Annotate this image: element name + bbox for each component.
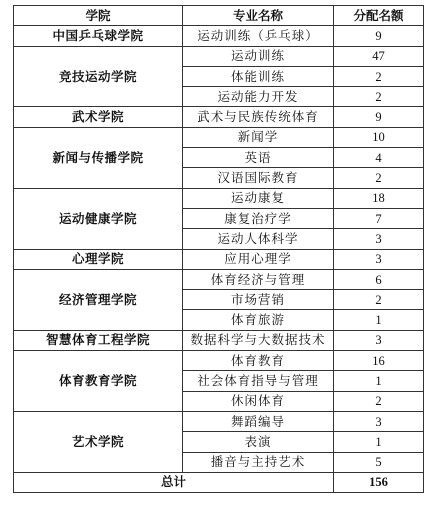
major-cell: 运动训练 [183, 46, 334, 66]
major-cell: 数据科学与大数据技术 [183, 330, 334, 350]
quota-cell: 1 [334, 310, 424, 330]
college-cell: 经济管理学院 [14, 269, 183, 330]
college-cell: 心理学院 [14, 249, 183, 269]
quota-cell: 10 [334, 127, 424, 147]
major-cell: 运动人体科学 [183, 229, 334, 249]
college-cell: 中国乒乓球学院 [14, 26, 183, 46]
table-row [14, 127, 424, 147]
quota-cell: 9 [334, 107, 424, 127]
major-cell: 体育教育 [183, 351, 334, 371]
total-row [14, 472, 424, 492]
quota-cell: 3 [334, 249, 424, 269]
major-cell: 舞蹈编导 [183, 411, 334, 431]
major-cell: 休闲体育 [183, 391, 334, 411]
major-cell: 汉语国际教育 [183, 168, 334, 188]
quota-cell: 47 [334, 46, 424, 66]
quota-cell: 6 [334, 269, 424, 289]
major-cell: 运动康复 [183, 188, 334, 208]
quota-cell: 1 [334, 432, 424, 452]
major-cell: 市场营销 [183, 290, 334, 310]
college-cell: 武术学院 [14, 107, 183, 127]
major-cell: 运动能力开发 [183, 87, 334, 107]
table-row [14, 249, 424, 269]
college-cell: 新闻与传播学院 [14, 127, 183, 188]
major-cell: 新闻学 [183, 127, 334, 147]
table-row [14, 351, 424, 371]
college-cell: 艺术学院 [14, 411, 183, 472]
quota-cell: 4 [334, 148, 424, 168]
header-college: 学院 [14, 6, 183, 26]
quota-cell: 18 [334, 188, 424, 208]
college-cell: 运动健康学院 [14, 188, 183, 249]
college-cell: 智慧体育工程学院 [14, 330, 183, 350]
quota-cell: 7 [334, 208, 424, 228]
major-cell: 体育旅游 [183, 310, 334, 330]
major-cell: 播音与主持艺术 [183, 452, 334, 472]
quota-cell: 2 [334, 87, 424, 107]
major-cell: 社会体育指导与管理 [183, 371, 334, 391]
quota-cell: 3 [334, 229, 424, 249]
table-row [14, 107, 424, 127]
total-label: 总计 [14, 472, 334, 492]
college-cell: 体育教育学院 [14, 351, 183, 412]
table-row [14, 411, 424, 431]
header-row [14, 6, 424, 26]
major-cell: 应用心理学 [183, 249, 334, 269]
table-row [14, 330, 424, 350]
quota-cell: 3 [334, 411, 424, 431]
quota-cell: 2 [334, 290, 424, 310]
major-cell: 英语 [183, 148, 334, 168]
major-cell: 表演 [183, 432, 334, 452]
table-row [14, 26, 424, 46]
major-cell: 康复治疗学 [183, 208, 334, 228]
college-cell: 竞技运动学院 [14, 46, 183, 107]
major-cell: 体育经济与管理 [183, 269, 334, 289]
quota-cell: 1 [334, 371, 424, 391]
major-cell: 体能训练 [183, 66, 334, 86]
quota-cell: 16 [334, 351, 424, 371]
major-cell: 武术与民族传统体育 [183, 107, 334, 127]
header-quota: 分配名额 [334, 6, 424, 26]
major-cell: 运动训练（乒乓球） [183, 26, 334, 46]
table-row [14, 46, 424, 66]
quota-cell: 2 [334, 66, 424, 86]
table-row [14, 269, 424, 289]
quota-table [13, 5, 424, 493]
quota-cell: 3 [334, 330, 424, 350]
table-row [14, 188, 424, 208]
quota-cell: 2 [334, 168, 424, 188]
header-major: 专业名称 [183, 6, 334, 26]
quota-cell: 5 [334, 452, 424, 472]
total-value: 156 [334, 472, 424, 492]
quota-cell: 2 [334, 391, 424, 411]
quota-cell: 9 [334, 26, 424, 46]
